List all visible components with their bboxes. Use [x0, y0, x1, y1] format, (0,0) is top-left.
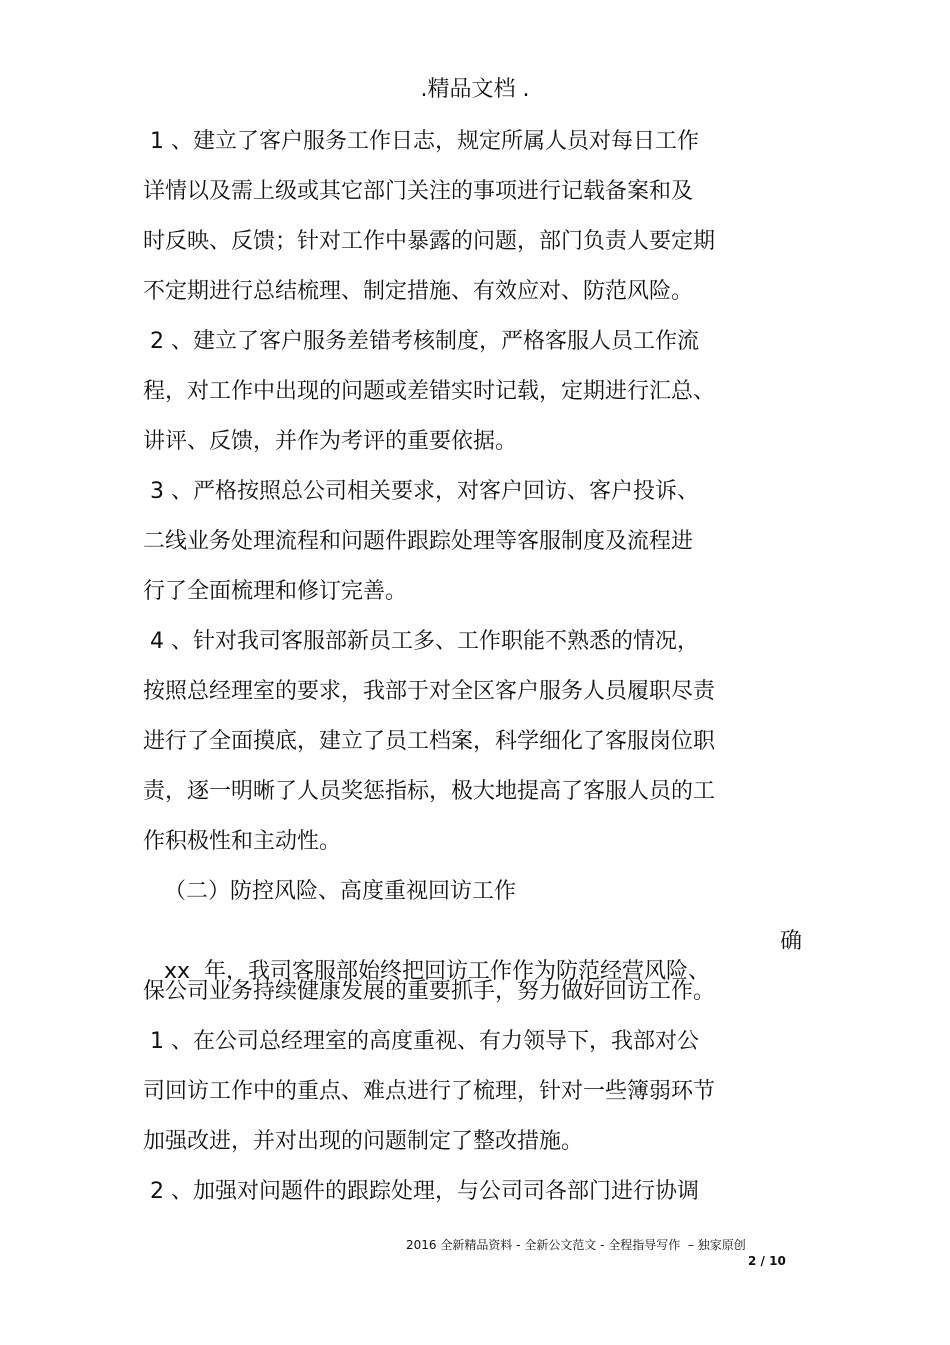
body-line-22: 2 、加强对问题件的跟踪处理，与公司司各部门进行协调 — [143, 1179, 699, 1204]
body-line-14: 责，逐一明晰了人员奖惩指标，极大地提高了客服人员的工 — [143, 779, 716, 804]
body-line-8: 3 、严格按照总公司相关要求，对客户回访、客户投诉、 — [143, 479, 699, 504]
body-line-9: 二线业务处理流程和问题件跟踪处理等客服制度及流程进 — [143, 529, 694, 554]
body-line-2: 详情以及需上级或其它部门关注的事项进行记载备案和及 — [143, 179, 694, 204]
body-line-20: 司回访工作中的重点、难点进行了梳理，针对一些簿弱环节 — [143, 1079, 716, 1104]
body-line-7: 讲评、反馈，并作为考评的重要依据。 — [143, 429, 518, 454]
section-heading: （二）防控风险、高度重视回访工作 — [143, 879, 516, 904]
body-line-21: 加强改进，并对出现的问题制定了整改措施。 — [143, 1129, 584, 1154]
footer-text: 2016 全新精品资料 - 全新公文范文 - 全程指导写作 – 独家原创 — [406, 1238, 746, 1252]
body-line-5: 2 、建立了客户服务差错考核制度，严格客服人员工作流 — [143, 329, 699, 354]
body-line-4: 不定期进行总结梳理、制定措施、有效应对、防范风险。 — [143, 279, 694, 304]
body-line-13: 进行了全面摸底，建立了员工档案，科学细化了客服岗位职 — [143, 729, 716, 754]
body-line-11: 4 、针对我司客服部新员工多、工作职能不熟悉的情况， — [143, 629, 699, 654]
body-line-19: 1 、在公司总经理室的高度重视、有力领导下，我部对公 — [143, 1029, 699, 1054]
body-line-10: 行了全面梳理和修订完善。 — [143, 579, 408, 604]
page-number: 2 / 10 — [748, 1254, 786, 1268]
body-line-17-text: xx 年，我司客服部始终把回访工作作为防范经营风险、 — [157, 959, 711, 984]
body-line-1: 1 、建立了客户服务工作日志，规定所属人员对每日工作 — [143, 129, 699, 154]
body-line-3: 时反映、反馈；针对工作中暴露的问题，部门负责人要定期 — [143, 229, 716, 254]
body-line-15: 作积极性和主动性。 — [143, 829, 342, 854]
body-line-18: 保公司业务持续健康发展的重要抓手，努力做好回访工作。 — [143, 979, 716, 1004]
document-header: .精品文档 . — [420, 77, 530, 102]
body-line-17-right: 确 — [780, 929, 803, 954]
body-line-12: 按照总经理室的要求，我部于对全区客户服务人员履职尽责 — [143, 679, 716, 704]
body-line-6: 程，对工作中出现的问题或差错实时记载，定期进行汇总、 — [143, 379, 716, 404]
